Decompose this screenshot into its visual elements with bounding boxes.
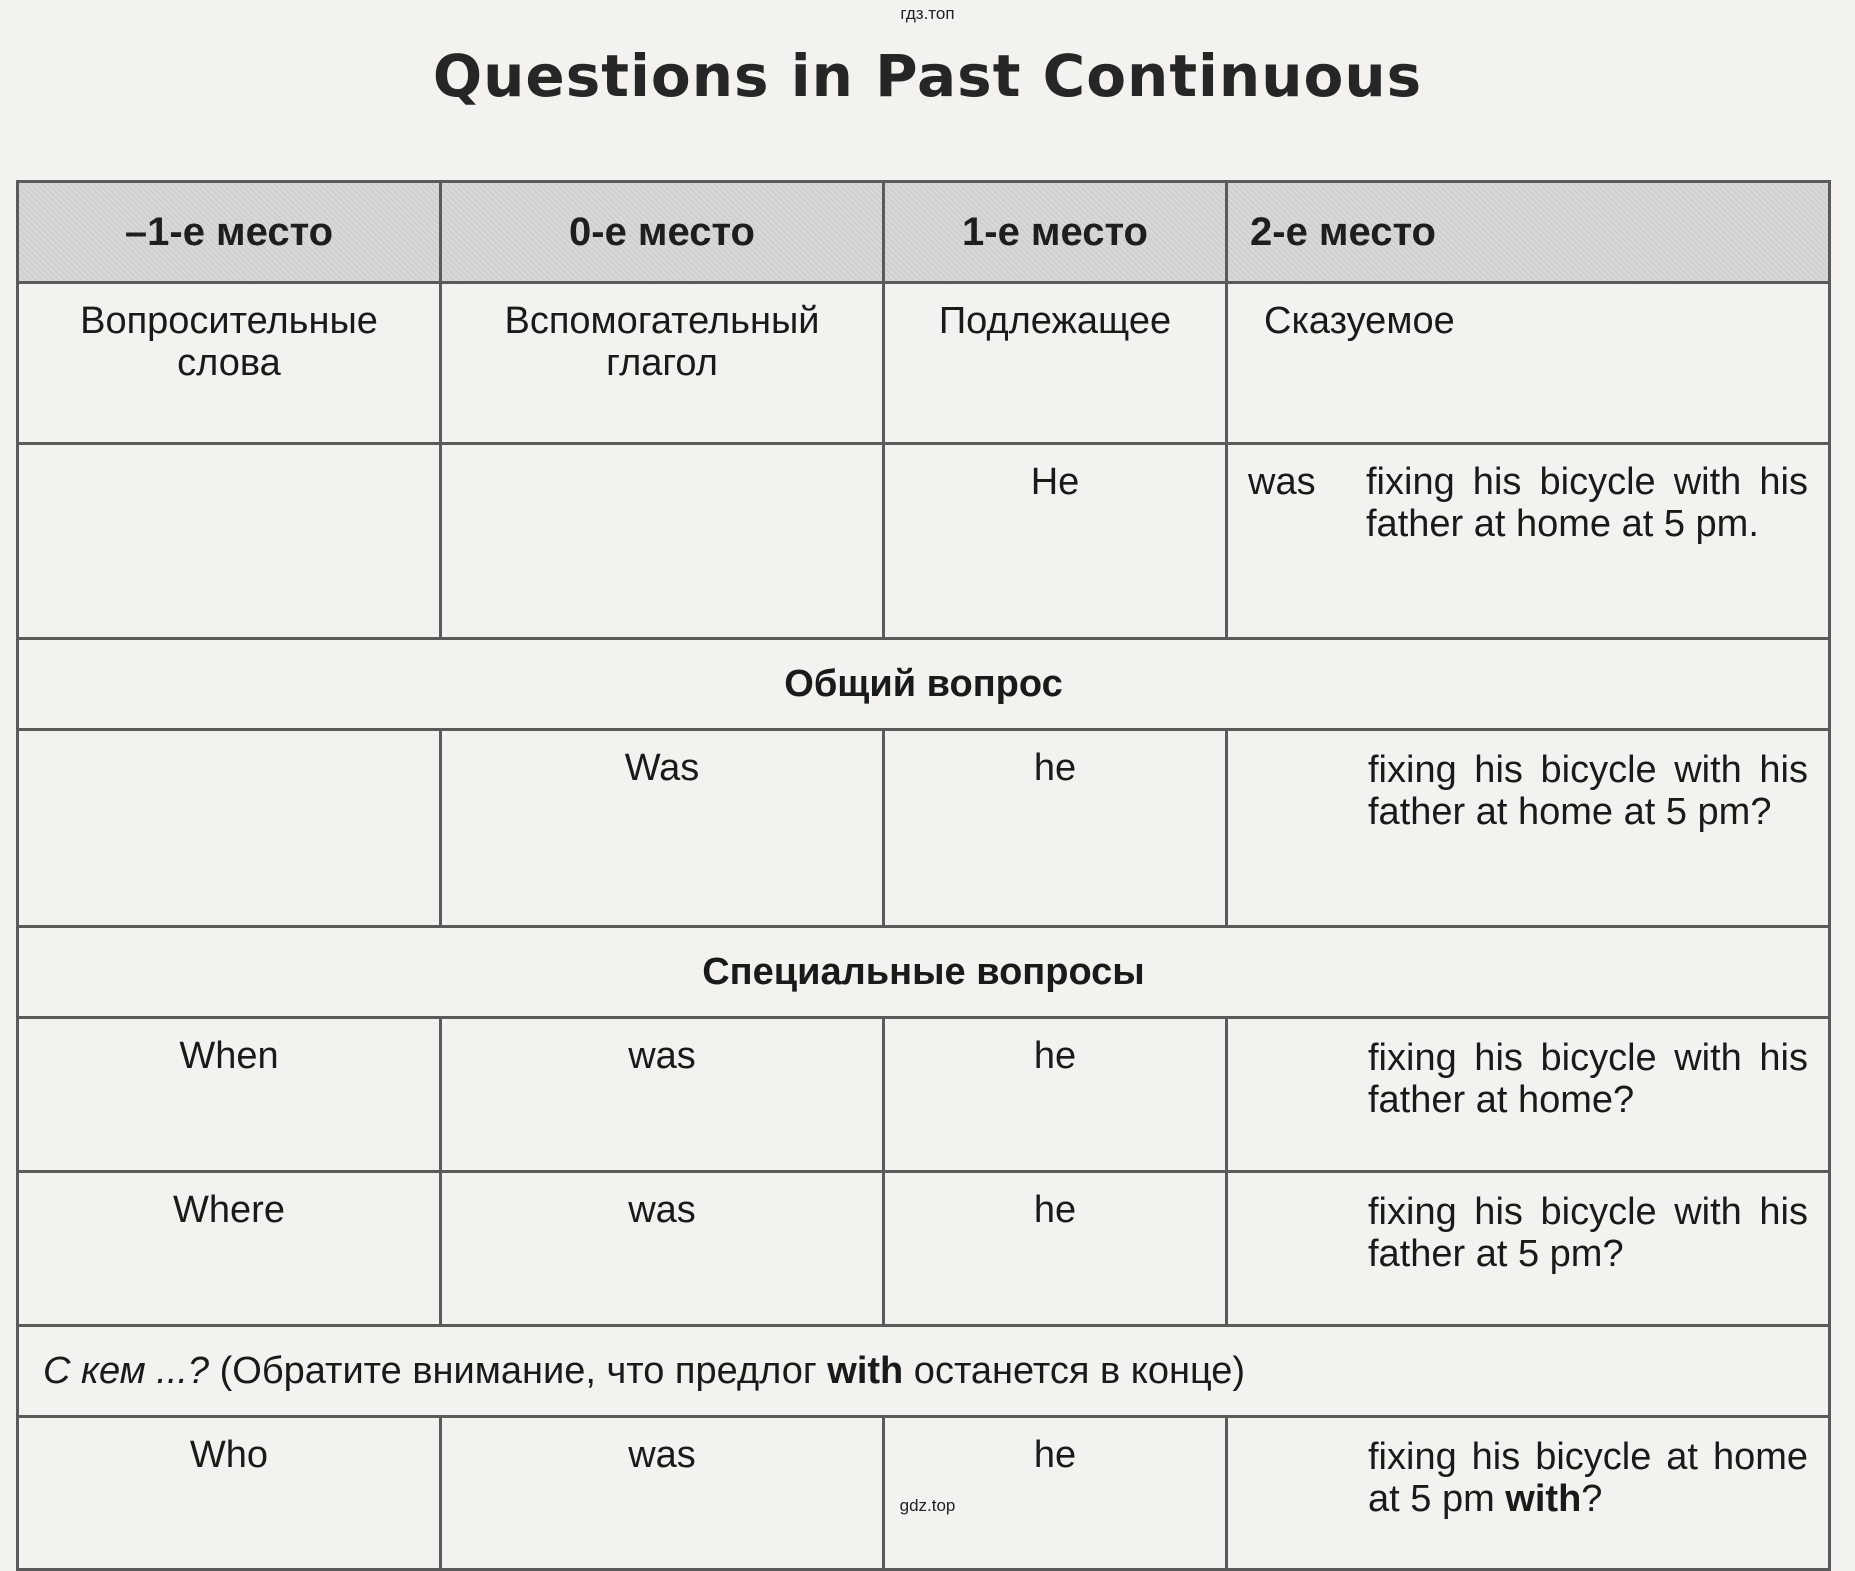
general-rest: fixing his bicycle with his father at home at 5 pm? xyxy=(1368,749,1808,833)
label-predicate xyxy=(1227,283,1830,444)
label-aux-line1: Вспомогательный xyxy=(504,300,820,342)
when-word xyxy=(18,1018,441,1172)
where-word xyxy=(18,1172,441,1326)
label-question-words-line1: Вопросительные xyxy=(80,300,378,342)
note-before-bold: (Обратите внимание, что предлог xyxy=(209,1350,828,1392)
label-predicate-text: Сказуемое xyxy=(1264,300,1455,342)
who-aux-text: was xyxy=(628,1434,696,1476)
when-rest: fixing his bicycle with his father at home? xyxy=(1368,1037,1808,1121)
watermark-top: гдз.топ xyxy=(900,4,955,23)
who-rest-end: ? xyxy=(1581,1478,1603,1520)
who-predicate xyxy=(1227,1417,1830,1570)
general-aux xyxy=(441,730,884,927)
who-rest-bold: with xyxy=(1505,1478,1582,1520)
special-section-title: Специальные вопросы xyxy=(18,927,1830,1018)
general-predicate xyxy=(1227,730,1830,927)
statement-predicate xyxy=(1227,444,1830,639)
label-subject-text: Подлежащее xyxy=(938,300,1172,342)
statement-empty-2 xyxy=(441,444,884,639)
page-title: Questions in Past Continuous xyxy=(432,42,1423,110)
who-word xyxy=(18,1417,441,1570)
statement-empty-1 xyxy=(18,444,441,639)
header-two: 2-е место xyxy=(1227,182,1830,283)
general-section-title: Общий вопрос xyxy=(18,639,1830,730)
special-row-where xyxy=(18,1172,1830,1326)
special-section-row xyxy=(18,927,1830,1018)
statement-aux: was xyxy=(1248,461,1316,503)
where-subject xyxy=(884,1172,1227,1326)
general-aux-text: Was xyxy=(624,747,700,789)
label-aux-line2: глагол xyxy=(606,342,718,384)
statement-rest: fixing his bicycle with his father at home at 5 pm. xyxy=(1366,461,1808,545)
note-after-bold: останется в конце) xyxy=(903,1350,1246,1392)
header-row xyxy=(18,182,1830,283)
where-subject-text: he xyxy=(1033,1189,1077,1231)
general-subject-text: he xyxy=(1033,747,1077,789)
header-one: 1-е место xyxy=(884,182,1227,283)
where-aux-text: was xyxy=(628,1189,696,1231)
statement-row xyxy=(18,444,1830,639)
when-subject xyxy=(884,1018,1227,1172)
header-zero: 0-е место xyxy=(441,182,884,283)
when-subject-text: he xyxy=(1033,1035,1077,1077)
who-subject-text: he xyxy=(1033,1434,1077,1476)
grammar-table xyxy=(16,180,1831,1571)
labels-row xyxy=(18,283,1830,444)
when-word-text: When xyxy=(179,1035,279,1077)
special-row-who xyxy=(18,1417,1830,1570)
general-subject xyxy=(884,730,1227,927)
note-italic: С кем ...? xyxy=(43,1350,210,1392)
statement-subject xyxy=(884,444,1227,639)
label-question-words-line2: слова xyxy=(177,342,281,384)
where-aux xyxy=(441,1172,884,1326)
label-question-words xyxy=(18,283,441,444)
note-cell xyxy=(18,1326,1830,1417)
where-rest: fixing his bicycle with his father at 5 pm? xyxy=(1368,1191,1808,1275)
who-subject xyxy=(884,1417,1227,1570)
note-bold: with xyxy=(827,1350,904,1392)
who-aux xyxy=(441,1417,884,1570)
note-row xyxy=(18,1326,1830,1417)
general-section-row xyxy=(18,639,1830,730)
when-aux xyxy=(441,1018,884,1172)
who-word-text: Who xyxy=(189,1434,269,1476)
special-row-when xyxy=(18,1018,1830,1172)
label-subject xyxy=(884,283,1227,444)
general-row xyxy=(18,730,1830,927)
general-empty xyxy=(18,730,441,927)
where-word-text: Where xyxy=(173,1189,285,1231)
when-aux-text: was xyxy=(628,1035,696,1077)
when-predicate xyxy=(1227,1018,1830,1172)
label-aux xyxy=(441,283,884,444)
header-minus-one: –1-е место xyxy=(18,182,441,283)
watermark-bottom: gdz.top xyxy=(899,1496,956,1515)
who-rest-plain: fixing his bicycle at home at 5 pm xyxy=(1368,1436,1808,1520)
where-predicate xyxy=(1227,1172,1830,1326)
statement-subject-text: He xyxy=(1030,461,1080,503)
